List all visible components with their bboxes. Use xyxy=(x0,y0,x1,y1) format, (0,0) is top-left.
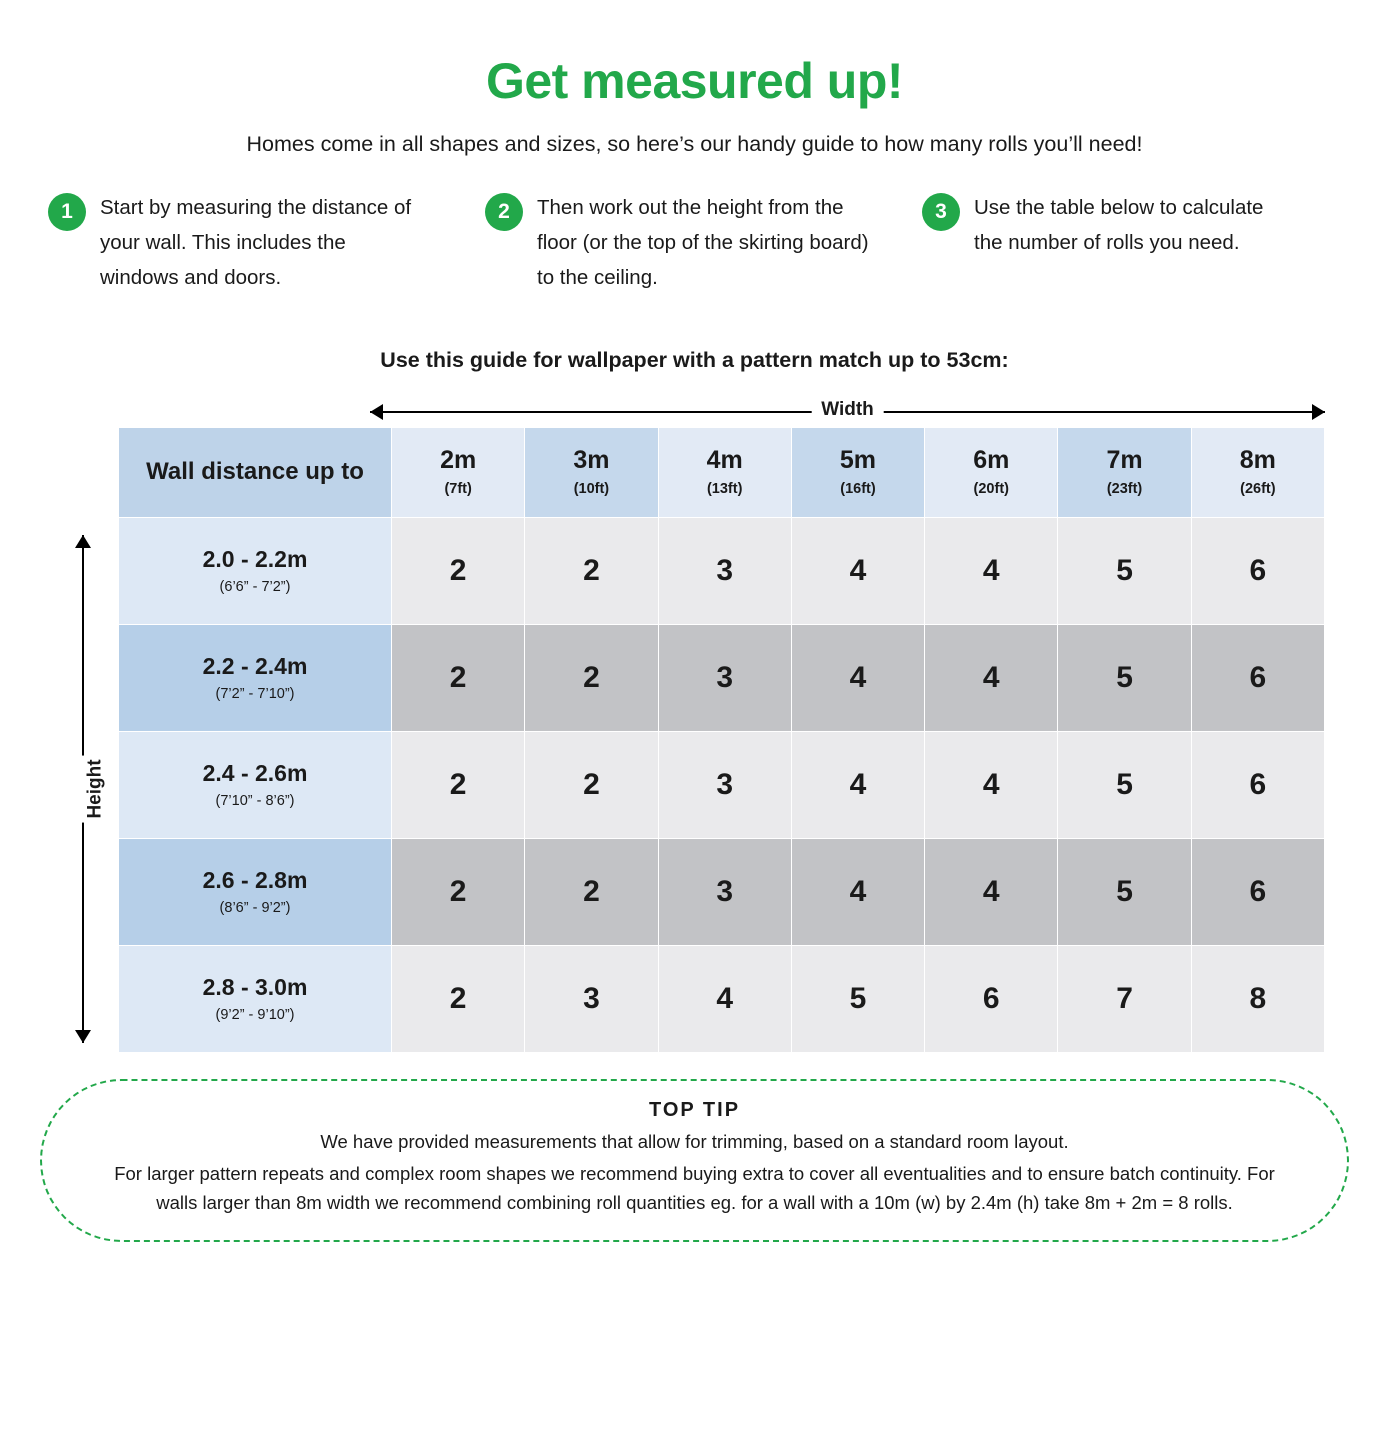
cell-r1-c2: 2 xyxy=(525,517,658,624)
row-header-3 xyxy=(119,731,392,838)
cell-r3-c6: 5 xyxy=(1058,731,1191,838)
cell-r5-c1: 2 xyxy=(392,945,525,1052)
corner-header-label: Wall distance up to xyxy=(146,458,364,486)
row-header-3-imperial: (7’10” - 8’6”) xyxy=(215,793,295,810)
page-title: Get measured up! xyxy=(485,53,904,109)
step-number-badge-1: 1 xyxy=(48,193,86,231)
column-header-3m-imperial: (10ft) xyxy=(573,480,610,497)
height-axis-label: Height xyxy=(79,755,113,822)
guide-heading: Use this guide for wallpaper with a pattern match up to 53cm: xyxy=(380,347,1009,372)
row-header-1-imperial: (6’6” - 7’2”) xyxy=(219,579,291,596)
column-header-5m xyxy=(791,427,924,517)
step-number-badge-2: 2 xyxy=(485,193,523,231)
cell-r2-c3: 3 xyxy=(658,624,791,731)
top-tip-paragraph-1: We have provided measurements that allow for trimming, based on a standard room layout. xyxy=(320,1130,1069,1152)
step-item-2 xyxy=(485,191,904,296)
cell-r5-c7: 8 xyxy=(1191,945,1324,1052)
row-header-2-imperial: (7’2” - 7’10”) xyxy=(215,686,295,703)
row-header-2 xyxy=(119,624,392,731)
width-axis-label: Width xyxy=(811,399,884,421)
table-row xyxy=(119,945,1325,1052)
cell-r1-c4: 4 xyxy=(791,517,924,624)
row-header-5-imperial: (9’2” - 9’10”) xyxy=(215,1007,295,1024)
cell-r5-c3: 4 xyxy=(658,945,791,1052)
height-axis-arrow-bottom xyxy=(75,1030,91,1043)
row-header-4 xyxy=(119,838,392,945)
table-row xyxy=(119,838,1325,945)
cell-r4-c5: 4 xyxy=(925,838,1058,945)
column-header-3m xyxy=(525,427,658,517)
column-header-4m-imperial: (13ft) xyxy=(706,480,743,497)
cell-r4-c4: 4 xyxy=(791,838,924,945)
cell-r4-c7: 6 xyxy=(1191,838,1324,945)
width-axis-arrow-right xyxy=(1312,404,1325,420)
step-text-1: Start by measuring the distance of your wall. This includes the windows and doors. xyxy=(100,196,412,289)
table-row xyxy=(119,517,1325,624)
cell-r3-c4: 4 xyxy=(791,731,924,838)
row-header-4-imperial: (8’6” - 9’2”) xyxy=(219,900,291,917)
cell-r3-c7: 6 xyxy=(1191,731,1324,838)
column-header-4m xyxy=(658,427,791,517)
height-axis-arrow xyxy=(68,535,106,1043)
column-header-7m-metric: 7m xyxy=(1106,445,1143,474)
column-header-6m xyxy=(925,427,1058,517)
column-header-6m-imperial: (20ft) xyxy=(973,480,1009,497)
row-header-2-metric: 2.2 - 2.4m xyxy=(202,653,308,680)
cell-r2-c5: 4 xyxy=(925,624,1058,731)
column-header-4m-metric: 4m xyxy=(706,445,743,474)
row-header-3-metric: 2.4 - 2.6m xyxy=(202,760,308,787)
cell-r2-c1: 2 xyxy=(392,624,525,731)
cell-r2-c4: 4 xyxy=(791,624,924,731)
row-header-5-metric: 2.8 - 3.0m xyxy=(202,974,308,1001)
cell-r4-c1: 2 xyxy=(392,838,525,945)
table-row xyxy=(119,624,1325,731)
top-tip-paragraph-2: For larger pattern repeats and complex room shapes we recommend buying extra to cover all eventualities and to ensure batch continuity. For walls larger than 8m width we recommend combining roll quantities eg. for a wall with a 10m (w) by 2.4m (h) take 8m + 2m = 8 rolls. xyxy=(114,1163,1275,1213)
column-header-6m-metric: 6m xyxy=(973,445,1010,474)
step-text-3: Use the table below to calculate the number of rolls you need. xyxy=(974,196,1264,254)
cell-r5-c6: 7 xyxy=(1058,945,1191,1052)
height-axis-arrow-top xyxy=(75,535,91,548)
column-header-8m xyxy=(1191,427,1324,517)
rolls-table xyxy=(118,427,1325,1053)
cell-r3-c1: 2 xyxy=(392,731,525,838)
step-item-1 xyxy=(48,191,467,296)
cell-r1-c3: 3 xyxy=(658,517,791,624)
row-header-4-metric: 2.6 - 2.8m xyxy=(202,867,308,894)
table-header-row xyxy=(119,427,1325,517)
cell-r3-c2: 2 xyxy=(525,731,658,838)
row-header-1 xyxy=(119,517,392,624)
column-header-3m-metric: 3m xyxy=(573,445,610,474)
column-header-8m-imperial: (26ft) xyxy=(1240,480,1276,497)
step-text-2: Then work out the height from the floor (or the top of the skirting board) to the ceiling. xyxy=(537,196,869,289)
cell-r4-c2: 2 xyxy=(525,838,658,945)
cell-r1-c1: 2 xyxy=(392,517,525,624)
page-subtitle: Homes come in all shapes and sizes, so here’s our handy guide to how many rolls you’ll need! xyxy=(246,132,1143,156)
cell-r5-c2: 3 xyxy=(525,945,658,1052)
row-header-5 xyxy=(119,945,392,1052)
cell-r3-c3: 3 xyxy=(658,731,791,838)
table-area xyxy=(0,397,1389,1053)
cell-r4-c3: 3 xyxy=(658,838,791,945)
width-axis-arrow xyxy=(370,397,1325,427)
cell-r5-c4: 5 xyxy=(791,945,924,1052)
cell-r2-c7: 6 xyxy=(1191,624,1324,731)
step-number-badge-3: 3 xyxy=(922,193,960,231)
table-row xyxy=(119,731,1325,838)
column-header-8m-metric: 8m xyxy=(1239,445,1276,474)
column-header-2m-metric: 2m xyxy=(440,445,477,474)
steps-list xyxy=(48,191,1341,296)
cell-r1-c5: 4 xyxy=(925,517,1058,624)
column-header-2m xyxy=(392,427,525,517)
measuring-guide-page xyxy=(0,52,1389,1441)
column-header-5m-imperial: (16ft) xyxy=(840,480,876,497)
cell-r2-c2: 2 xyxy=(525,624,658,731)
table-corner-header xyxy=(119,427,392,517)
cell-r1-c7: 6 xyxy=(1191,517,1324,624)
column-header-7m-imperial: (23ft) xyxy=(1106,480,1143,497)
column-header-7m xyxy=(1058,427,1191,517)
cell-r2-c6: 5 xyxy=(1058,624,1191,731)
cell-r4-c6: 5 xyxy=(1058,838,1191,945)
cell-r1-c6: 5 xyxy=(1058,517,1191,624)
step-item-3 xyxy=(922,191,1341,296)
column-header-5m-metric: 5m xyxy=(839,445,877,474)
row-header-1-metric: 2.0 - 2.2m xyxy=(202,546,308,573)
cell-r3-c5: 4 xyxy=(925,731,1058,838)
cell-r5-c5: 6 xyxy=(925,945,1058,1052)
top-tip-title: TOP TIP xyxy=(648,1098,741,1121)
width-axis-arrow-left xyxy=(370,404,383,420)
column-header-2m-imperial: (7ft) xyxy=(444,480,472,497)
top-tip-box xyxy=(40,1079,1349,1242)
